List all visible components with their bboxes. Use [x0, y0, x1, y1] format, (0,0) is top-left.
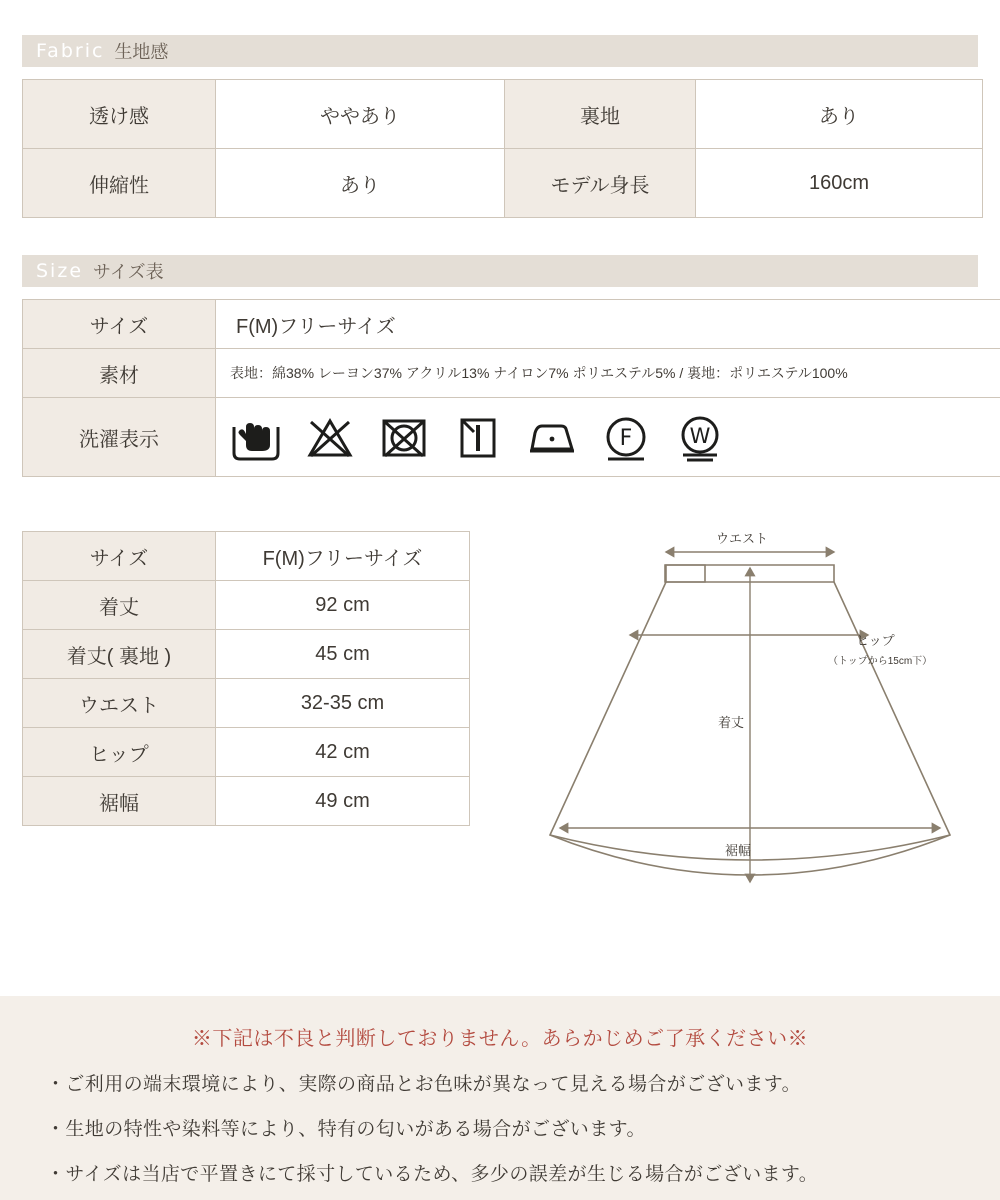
fabric-row2-label2: モデル身長 — [505, 149, 696, 218]
svg-text:F: F — [619, 426, 633, 451]
measure-value-length: 92 cm — [216, 581, 470, 630]
diagram-label-hip-note: （トップから15cm下） — [828, 656, 933, 667]
table-row — [23, 777, 470, 826]
fabric-row1-label1: 透け感 — [23, 80, 216, 149]
size-section-header — [22, 255, 978, 287]
measure-value-waist: 32-35 cm — [216, 679, 470, 728]
no-tumble-dry-icon — [378, 411, 430, 463]
diagram-label-waist: ウエスト — [716, 531, 769, 546]
fabric-table — [22, 79, 983, 218]
fabric-row2-value2: 160cm — [696, 149, 983, 218]
table-row — [23, 532, 470, 581]
diagram-label-hem: 裾幅 — [725, 843, 752, 858]
fabric-row1-value1: ややあり — [216, 80, 505, 149]
no-bleach-icon — [304, 411, 356, 463]
notice-panel — [0, 996, 1000, 1200]
table-row — [23, 300, 1000, 349]
size-value: F(M)フリーサイズ — [216, 300, 1000, 349]
wash-label: 洗濯表示 — [23, 398, 216, 477]
measure-label-hip: ヒップ — [23, 728, 216, 777]
notice-line-2: ・生地の特性や染料等により、特有の匂いがある場合がございます。 — [46, 1119, 646, 1140]
svg-text:W: W — [689, 424, 711, 448]
material-value: 表地：綿38% レーヨン37% アクリル13% ナイロン7% ポリエステル5% / 裏地：ポリエステル100% — [216, 349, 1000, 398]
dry-clean-f-icon — [600, 411, 652, 463]
fabric-section-label-en: Fabric — [36, 40, 105, 62]
measure-label-size: サイズ — [23, 532, 216, 581]
table-row — [23, 398, 1000, 477]
fabric-row2-value1: あり — [216, 149, 505, 218]
table-row — [23, 80, 983, 149]
low-iron-icon — [526, 411, 578, 463]
wash-icons-cell — [216, 398, 1000, 477]
fabric-row1-label2: 裏地 — [505, 80, 696, 149]
table-row — [23, 149, 983, 218]
notice-title: ※下記は不良と判断しておりません。あらかじめご了承ください※ — [191, 1028, 809, 1050]
fabric-section-header — [22, 35, 978, 67]
measure-label-length: 着丈 — [23, 581, 216, 630]
table-row — [23, 728, 470, 777]
table-row — [23, 581, 470, 630]
diagram-label-hip: ヒップ — [856, 633, 895, 648]
fabric-row1-value2: あり — [696, 80, 983, 149]
measure-label-lining-length: 着丈( 裏地 ) — [23, 630, 216, 679]
skirt-measurement-diagram — [520, 520, 980, 920]
measurement-table — [22, 531, 470, 826]
measure-label-waist: ウエスト — [23, 679, 216, 728]
measure-value-hem: 49 cm — [216, 777, 470, 826]
fabric-section-label-jp: 生地感 — [114, 42, 169, 62]
drip-dry-in-shade-icon — [452, 411, 504, 463]
measure-value-hip: 42 cm — [216, 728, 470, 777]
measure-label-hem: 裾幅 — [23, 777, 216, 826]
notice-line-3: ・サイズは当店で平置きにて採寸しているため、多少の誤差が生じる場合がございます。 — [46, 1164, 819, 1185]
table-row — [23, 679, 470, 728]
measure-value-size: F(M)フリーサイズ — [216, 532, 470, 581]
table-row — [23, 349, 1000, 398]
measure-value-lining-length: 45 cm — [216, 630, 470, 679]
size-info-table — [22, 299, 1000, 477]
material-label: 素材 — [23, 349, 216, 398]
hand-wash-icon — [230, 411, 282, 463]
table-row — [23, 630, 470, 679]
fabric-row2-label1: 伸縮性 — [23, 149, 216, 218]
size-label: サイズ — [23, 300, 216, 349]
size-section-label-jp: サイズ表 — [93, 262, 164, 282]
skirt-diagram-svg — [520, 520, 980, 920]
wet-clean-w-icon — [674, 411, 726, 463]
notice-line-1: ・ご利用の端末環境により、実際の商品とお色味が異なって見える場合がございます。 — [46, 1074, 802, 1095]
size-section-label-en: Size — [36, 260, 84, 282]
diagram-label-length: 着丈 — [717, 715, 744, 730]
